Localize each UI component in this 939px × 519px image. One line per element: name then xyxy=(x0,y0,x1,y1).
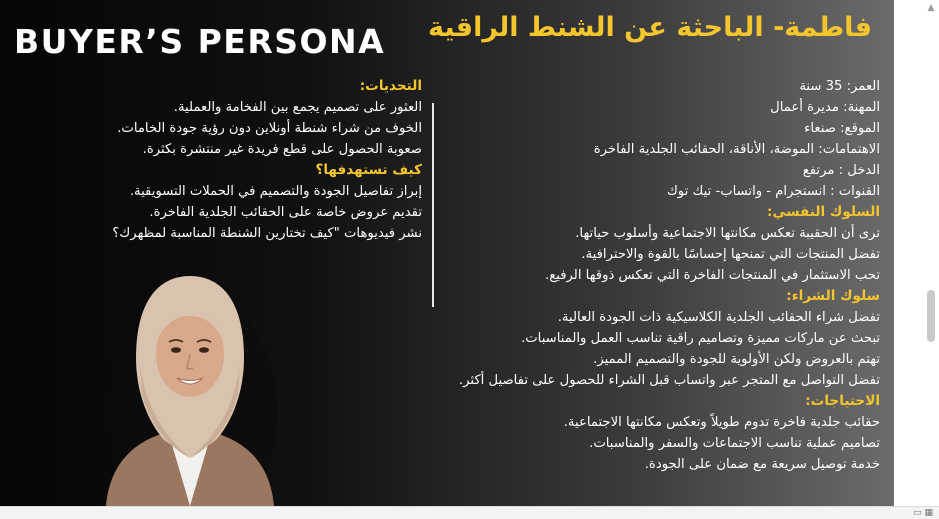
status-bar xyxy=(0,506,939,519)
purchase-heading: سلوك الشراء: xyxy=(786,288,880,304)
purchase-item: تهتم بالعروض ولكن الأولوية للجودة والتصميم المميز. xyxy=(593,352,880,367)
profile-income: الدخل : مرتفع xyxy=(802,163,880,178)
profile-job: المهنة: مديرة أعمال xyxy=(770,100,880,115)
targeting-item: إبراز تفاصيل الجودة والتصميم في الحملات التسويقية. xyxy=(129,184,422,199)
persona-photo xyxy=(100,262,280,506)
scroll-up-arrow-icon[interactable]: ▲ xyxy=(927,3,935,13)
vertical-scrollbar[interactable] xyxy=(923,0,939,506)
challenge-item: العثور على تصميم يجمع بين الفخامة والعملية. xyxy=(173,100,422,115)
needs-item: تصاميم عملية تناسب الاجتماعات والسفر والمناسبات. xyxy=(589,436,880,451)
targeting-heading: كيف تستهدفها؟ xyxy=(315,162,422,178)
right-column xyxy=(440,76,880,475)
profile-channels: القنوات : انستجرام - واتساب- تيك توك xyxy=(666,184,880,199)
psych-item: تفضل المنتجات التي تمنحها إحساسًا بالقوة والاحترافية. xyxy=(581,247,880,262)
persona-name: فاطمة- الباحثة عن الشنط الراقية xyxy=(428,12,872,43)
left-column xyxy=(12,76,422,244)
profile-interests: الاهتمامات: الموضة، الأناقة، الحقائب الجلدية الفاخرة xyxy=(593,142,880,157)
profile-age: العمر: 35 سنة xyxy=(799,79,880,94)
psych-heading: السلوك النفسي: xyxy=(767,204,880,220)
challenge-item: الخوف من شراء شنطة أونلاين دون رؤية جودة الخامات. xyxy=(117,121,422,136)
scrollbar-thumb[interactable] xyxy=(927,290,935,342)
targeting-item: نشر فيديوهات "كيف تختارين الشنطة المناسبة لمظهرك؟ xyxy=(112,226,422,241)
page-title: BUYER’S PERSONA xyxy=(14,22,386,61)
view-icons[interactable]: ▭ ▦ xyxy=(913,508,933,518)
needs-item: خدمة توصيل سريعة مع ضمان على الجودة. xyxy=(644,457,880,472)
challenge-item: صعوبة الحصول على قطع فريدة غير منتشرة بكثرة. xyxy=(142,142,422,157)
psych-item: ترى أن الحقيبة تعكس مكانتها الاجتماعية وأسلوب حياتها. xyxy=(575,226,880,241)
column-divider xyxy=(432,103,434,307)
psych-item: تحب الاستثمار في المنتجات الفاخرة التي تعكس ذوقها الرفيع. xyxy=(545,268,880,283)
challenges-heading: التحديات: xyxy=(359,78,422,94)
needs-item: حقائب جلدية فاخرة تدوم طويلاً وتعكس مكانتها الاجتماعية. xyxy=(563,415,880,430)
targeting-item: تقديم عروض خاصة على الحقائب الجلدية الفاخرة. xyxy=(149,205,422,220)
purchase-item: تفضل شراء الحقائب الجلدية الكلاسيكية ذات الجودة العالية. xyxy=(557,310,880,325)
profile-location: الموقع: صنعاء xyxy=(804,121,880,136)
purchase-item: تفضل التواصل مع المتجر عبر واتساب قبل الشراء للحصول على تفاصيل أكثر. xyxy=(458,373,880,388)
needs-heading: الاحتياجات: xyxy=(805,393,880,409)
purchase-item: تبحث عن ماركات مميزة وتصاميم راقية تناسب العمل والمناسبات. xyxy=(521,331,880,346)
